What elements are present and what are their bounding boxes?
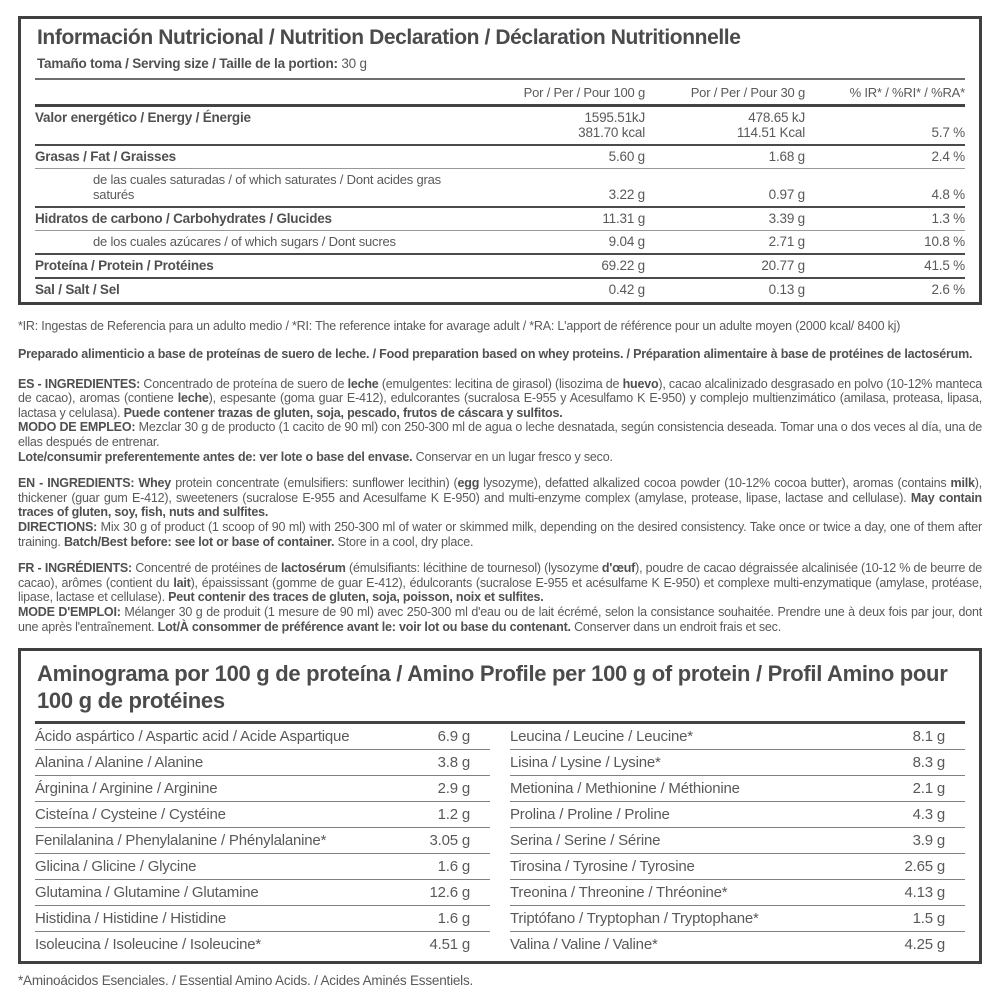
ingredients-block-en <box>18 476 982 549</box>
amino-row <box>35 776 490 802</box>
row-label: Proteína / Protein / Protéines <box>35 258 214 273</box>
paragraph-en-directions: DIRECTIONS: Mix 30 g of product (1 scoop of 90 ml) with 250-300 ml of water or skimmed milk, depending on the desired consistency. Take once or twice a day, one of them after training. Batch/Best before: see lot or base of container. Store in a cool, dry place. <box>18 519 982 549</box>
table-row-sugars <box>35 231 965 255</box>
amino-label: Alanina / Alanine / Alanine <box>35 754 204 772</box>
amino-row <box>35 828 490 854</box>
amino-label: Lisina / Lysine / Lysine* <box>510 754 661 772</box>
amino-value: 4.25 g <box>904 936 945 954</box>
energy-label: Valor energético / Energy / Énergie <box>35 110 251 125</box>
column-header-ri: % IR* / %RI* / %RA* <box>849 85 965 100</box>
amino-box <box>18 648 982 964</box>
value-per30: 3.39 g <box>768 211 805 226</box>
amino-value: 1.2 g <box>437 806 470 824</box>
nutrition-box <box>18 16 982 305</box>
amino-label: Leucina / Leucine / Leucine* <box>510 728 693 746</box>
table-row-fat <box>35 146 965 169</box>
row-label: Sal / Salt / Sel <box>35 282 120 297</box>
value-per100: 3.22 g <box>608 187 645 202</box>
amino-value: 2.1 g <box>912 780 945 798</box>
ingredients-block-fr <box>18 561 982 634</box>
amino-value: 1.6 g <box>437 858 470 876</box>
amino-table-right <box>510 724 965 957</box>
amino-row <box>510 906 965 932</box>
value-per100: 69.22 g <box>601 258 645 273</box>
paragraph-es-ingredients: ES - INGREDIENTES: Concentrado de proteína de suero de leche (emulgentes: lecitina de girasol) (lisozima de huevo), cacao alcalinizado desgrasado en polvo (10-12% manteca de cacao), aromas (contiene leche), espesante (goma guar E-412), edulcorantes (sucralosa E-955 y Acesulfamo K E-950) y complejo multienzimático (amilasa, proteasa, lipasa, lactasa y celulasa). Puede contener trazas de gluten, soja, pescado, frutos de cáscara y sulfitos. <box>18 376 983 420</box>
energy-ri-value: 5.7 % <box>931 125 965 140</box>
amino-table-left <box>35 724 490 957</box>
amino-value: 8.1 g <box>912 728 945 746</box>
value-ri: 10.8 % <box>924 234 965 249</box>
energy-per100-kcal: 381.70 kcal <box>578 125 645 140</box>
amino-value: 2.9 g <box>437 780 470 798</box>
value-per30: 0.97 g <box>768 187 805 202</box>
value-ri: 41.5 % <box>924 258 965 273</box>
serving-size-line <box>21 53 979 78</box>
amino-table <box>35 724 965 961</box>
column-header-row <box>35 80 965 107</box>
value-per100: 5.60 g <box>608 149 645 164</box>
value-per100: 0.42 g <box>608 282 645 297</box>
amino-label: Treonina / Threonine / Thréonine* <box>510 884 728 902</box>
amino-row <box>510 724 965 750</box>
note-reference-intake: *IR: Ingestas de Referencia para un adulto medio / *RI: The reference intake for avarage adult / *RA: L'apport de référence pour un adulte moyen (2000 kcal/ 8400 kj) <box>18 319 901 333</box>
value-ri: 2.4 % <box>931 149 965 164</box>
amino-label: Glutamina / Glutamine / Glutamine <box>35 884 259 902</box>
amino-label: Fenilalanina / Phenylalanine / Phénylalanine* <box>35 832 327 850</box>
column-header-per30: Por / Per / Pour 30 g <box>690 85 805 100</box>
amino-value: 4.13 g <box>904 884 945 902</box>
nutrition-table <box>35 78 965 302</box>
table-row-energy <box>35 107 965 146</box>
amino-label: Valina / Valine / Valine* <box>510 936 658 954</box>
amino-row <box>35 880 490 906</box>
energy-per100-kj: 1595.51kJ <box>584 110 645 125</box>
amino-label: Ácido aspártico / Aspartic acid / Acide Aspartique <box>35 728 350 746</box>
energy-per30-kj: 478.65 kJ <box>748 110 805 125</box>
table-row-salt <box>35 279 965 302</box>
amino-row <box>510 828 965 854</box>
value-ri: 4.8 % <box>931 187 965 202</box>
amino-row <box>35 750 490 776</box>
energy-per30 <box>645 110 805 140</box>
amino-label: Histidina / Histidine / Histidine <box>35 910 226 928</box>
amino-label: Árginina / Arginine / Arginine <box>35 780 218 798</box>
amino-value: 12.6 g <box>429 884 470 902</box>
amino-row <box>510 802 965 828</box>
amino-footnote: *Aminoácidos Esenciales. / Essential Amino Acids. / Acides Aminés Essentiels. <box>18 973 474 989</box>
energy-per100 <box>480 110 645 140</box>
amino-title: Aminograma por 100 g de proteína / Amino Profile per 100 g of protein / Profil Amino pour 100 g de protéines <box>37 661 948 714</box>
table-row-saturates <box>35 169 965 208</box>
amino-row <box>510 776 965 802</box>
value-per30: 2.71 g <box>768 234 805 249</box>
amino-row <box>510 880 965 906</box>
amino-row <box>510 854 965 880</box>
ingredients-block-es <box>18 377 982 465</box>
row-label: Hidratos de carbono / Carbohydrates / Glucides <box>35 211 332 226</box>
paragraph-es-batch: Lote/consumir preferentemente antes de: ver lote o base del envase. Conservar en un lugar fresco y seco. <box>18 449 613 464</box>
amino-value: 1.5 g <box>912 910 945 928</box>
paragraph-fr-ingredients: FR - INGRÉDIENTS: Concentré de protéines de lactosérum (émulsifiants: lécithine de tournesol) (lysozyme d'œuf), poudre de cacao dégraissée alcalinisée (10-12 % de beurre de cacao), arômes (contient du lait), épaississant (gomme de guar E-412), édulcorants (sucralose E-955 et acésulfame K E-950) et complexe multi-enzymatique (amylase, protéase, lipase, lactase et cellulase). Peut contenir des traces de gluten, soja, poisson, noix et sulfites. <box>18 561 983 605</box>
value-per100: 11.31 g <box>602 211 645 226</box>
amino-value: 1.6 g <box>437 910 470 928</box>
row-label: de los cuales azúcares / of which sugars / Dont sucres <box>93 234 396 249</box>
value-ri: 1.3 % <box>931 211 965 226</box>
amino-row <box>35 802 490 828</box>
amino-label: Cisteína / Cysteine / Cystéine <box>35 806 226 824</box>
amino-row <box>35 854 490 880</box>
amino-label: Triptófano / Tryptophan / Tryptophane* <box>510 910 759 928</box>
amino-value: 3.9 g <box>912 832 945 850</box>
energy-ri-blank <box>805 110 965 125</box>
amino-label: Glicina / Glicine / Glycine <box>35 858 197 876</box>
nutrition-title: Información Nutricional / Nutrition Declaration / Déclaration Nutritionnelle <box>37 26 741 49</box>
amino-value: 6.9 g <box>437 728 470 746</box>
amino-row <box>35 932 490 957</box>
amino-value: 2.65 g <box>904 858 945 876</box>
energy-ri <box>805 110 965 140</box>
value-per30: 20.77 g <box>761 258 805 273</box>
amino-row <box>35 906 490 932</box>
amino-label: Isoleucina / Isoleucine / Isoleucine* <box>35 936 262 954</box>
amino-value: 3.8 g <box>437 754 470 772</box>
amino-label: Prolina / Proline / Proline <box>510 806 670 824</box>
amino-row <box>35 724 490 750</box>
paragraph-fr-directions: MODE D'EMPLOI: Mélanger 30 g de produit (1 mesure de 90 ml) avec 250-300 ml d'eau ou de lait écrémé, selon la consistance souhaitée. Prendre une à deux fois par jour, dont une après l'entraînement. Lot/À consommer de préférence avant le: voir lot ou base du contenant. Conserver dans un endroit frais et sec. <box>18 604 982 634</box>
row-label: de las cuales saturadas / of which saturates / Dont acides gras saturés <box>93 172 441 202</box>
amino-label: Serina / Serine / Sérine <box>510 832 661 850</box>
paragraph-es-directions: MODO DE EMPLEO: Mezclar 30 g de producto (1 cacito de 90 ml) con 250-300 ml de agua o leche desnatada, según consistencia deseada. Tomar una o dos veces al día, una de ellas después de entrenar. <box>18 420 982 449</box>
serving-size-label: Tamaño toma / Serving size / Taille de la portion: <box>37 56 338 71</box>
amino-label: Tirosina / Tyrosine / Tyrosine <box>510 858 695 876</box>
paragraph-en-ingredients: EN - INGREDIENTS: Whey protein concentrate (emulsifiers: sunflower lecithin) (egg lysozyme), defatted alkalized cocoa powder (10-12% cocoa butter), aromas (contains milk), thickener (guar gum E-412), sweeteners (sucralose E-955 and Acesulfame K E-950) and multi-enzyme complex (amylase, protease, lipase, lactase and cellulase). May contain traces of gluten, soy, fish, nuts and sulfites. <box>18 476 982 520</box>
row-label: Grasas / Fat / Graisses <box>35 149 176 164</box>
table-row-carbohydrates <box>35 208 965 231</box>
amino-value: 3.05 g <box>429 832 470 850</box>
note-preparation: Preparado alimenticio a base de proteínas de suero de leche. / Food preparation based on whey proteins. / Préparation alimentaire à base de protéines de lactosérum. <box>18 346 973 361</box>
table-row-protein <box>35 255 965 279</box>
value-per30: 1.68 g <box>768 149 805 164</box>
value-ri: 2.6 % <box>931 282 965 297</box>
amino-value: 4.3 g <box>912 806 945 824</box>
amino-value: 8.3 g <box>912 754 945 772</box>
energy-per30-kcal: 114.51 Kcal <box>736 125 805 140</box>
amino-row <box>510 932 965 957</box>
amino-label: Metionina / Methionine / Méthionine <box>510 780 740 798</box>
amino-value: 4.51 g <box>429 936 470 954</box>
amino-row <box>510 750 965 776</box>
column-header-per100: Por / Per / Pour 100 g <box>523 85 645 100</box>
value-per30: 0.13 g <box>768 282 805 297</box>
serving-size-value: 30 g <box>341 56 367 71</box>
value-per100: 9.04 g <box>608 234 645 249</box>
